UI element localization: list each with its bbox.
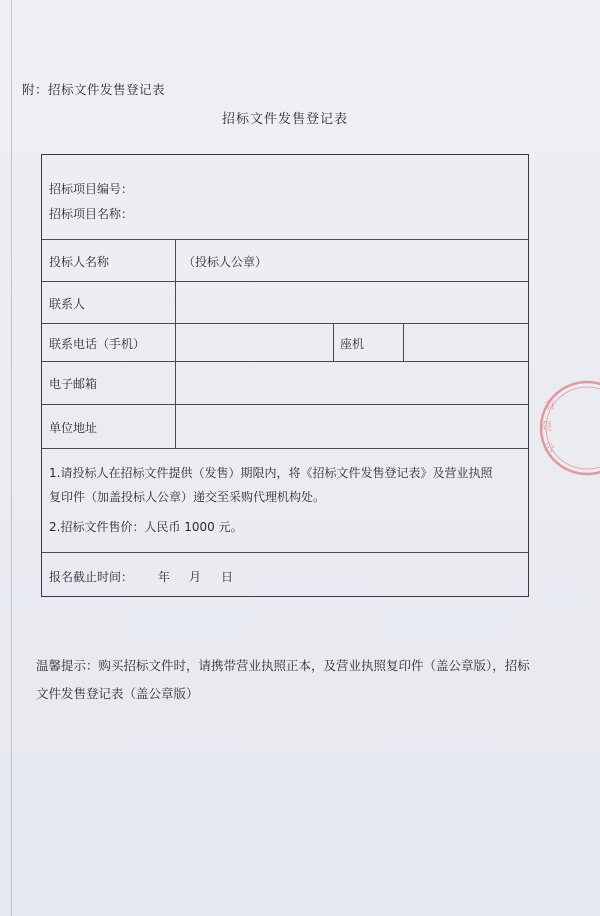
row-divider [42,552,528,553]
row-divider [42,404,528,405]
registration-form-table [41,154,529,597]
email-label: 电子邮箱 [49,377,98,391]
deadline-day: 日 [221,570,234,584]
mobile-phone-label: 联系电话（手机） [49,337,146,351]
address-label: 单位地址 [49,421,98,435]
attachment-heading: 附：招标文件发售登记表 [22,82,166,97]
label-column-divider [175,239,176,448]
deadline-month: 月 [189,570,202,584]
row-divider [42,239,528,240]
reminder-line-2: 文件发售登记表（盖公章版） [36,686,199,701]
svg-text:公: 公 [542,440,556,456]
reminder-note [36,652,566,708]
paper-fold-line [11,0,12,916]
svg-text:限: 限 [541,420,552,433]
row-divider [42,361,528,362]
deadline-year: 年 [158,570,171,584]
contact-label: 联系人 [49,297,86,311]
partial-company-seal [525,368,600,488]
bidder-name-label: 投标人名称 [49,255,110,269]
project-name-label: 招标项目名称： [49,207,134,221]
landline-label: 座机 [340,337,365,351]
row-divider [42,281,528,282]
phone-column-divider [333,323,334,361]
project-number-label: 招标项目编号： [49,182,134,196]
landline-column-divider [403,323,404,361]
svg-text:有: 有 [543,398,557,413]
note-line-1: 1.请投标人在招标文件提供（发售）期限内，将《招标文件发售登记表》及营业执照 [49,466,493,480]
bidder-seal-hint: （投标人公章） [183,255,268,269]
form-title: 招标文件发售登记表 [221,112,348,127]
deadline-label: 报名截止时间： [49,570,134,584]
note-line-2: 复印件（加盖投标人公章）递交至采购代理机构处。 [49,490,326,504]
row-divider [42,448,528,449]
reminder-line-1: 温馨提示：购买招标文件时，请携带营业执照正本，及营业执照复印件（盖公章版），招标 [36,658,530,673]
note-line-3: 2.招标文件售价：人民币 1000 元。 [49,520,243,534]
row-divider [42,323,528,324]
